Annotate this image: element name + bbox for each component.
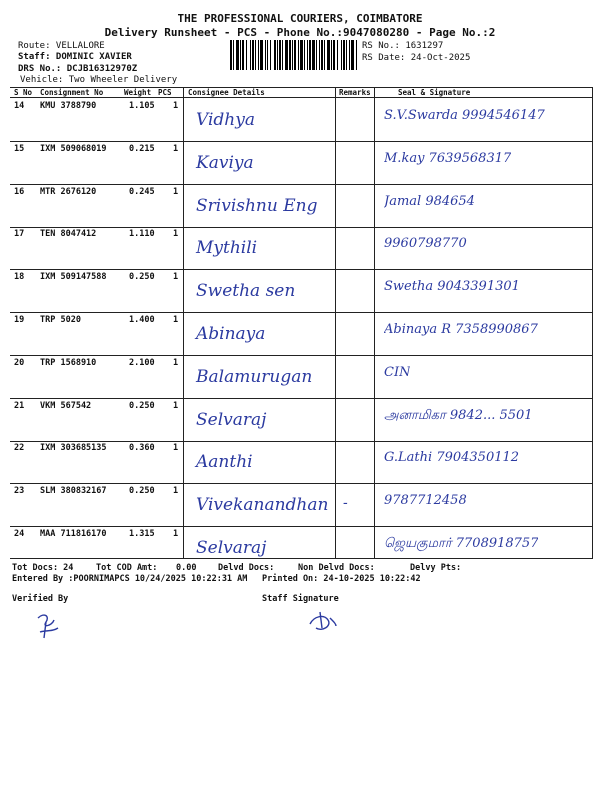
row-sno: 17 [14, 229, 25, 239]
row-seal-signature: அனாமிகா 9842... 5501 [384, 408, 533, 423]
row-consignee-handwritten: Balamurugan [196, 367, 313, 387]
barcode-bar [312, 40, 315, 70]
col-weight: Weight [124, 88, 152, 97]
row-divider [10, 184, 593, 185]
barcode-bar [309, 40, 311, 70]
row-divider [10, 441, 593, 442]
verifier-signature [34, 610, 64, 640]
barcode-bar [346, 40, 347, 70]
barcode-bar [246, 40, 247, 70]
row-sno: 19 [14, 315, 25, 325]
barcode-bar [300, 40, 303, 70]
barcode-bar [252, 40, 254, 70]
staff-signature-label: Staff Signature [262, 594, 339, 604]
row-sno: 20 [14, 358, 25, 368]
barcode-bar [337, 40, 338, 70]
col-remarks: Remarks [339, 88, 371, 97]
row-seal-signature: 9787712458 [384, 493, 467, 508]
verified-by-label: Verified By [12, 594, 69, 604]
row-pcs: 1 [173, 443, 179, 453]
row-divider [10, 355, 593, 356]
row-weight: 1.400 [129, 315, 155, 325]
route-label: Route: VELLALORE [18, 41, 105, 51]
row-remarks: - [343, 495, 348, 511]
total-docs: Tot Docs: 24 [12, 563, 74, 573]
barcode-bar [298, 40, 299, 70]
row-pcs: 1 [173, 486, 179, 496]
barcode-bar [304, 40, 305, 70]
rs-date: RS Date: 24-Oct-2025 [362, 53, 471, 63]
row-consignee-handwritten: Selvaraj [196, 538, 267, 558]
row-pcs: 1 [173, 315, 179, 325]
company-title: THE PROFESSIONAL COURIERS, COIMBATORE [177, 12, 423, 25]
row-weight: 1.110 [129, 229, 155, 239]
non-delivered-docs: Non Delvd Docs: [298, 563, 375, 573]
row-consignment-no: MTR 2676120 [40, 187, 97, 197]
barcode-bar [267, 40, 268, 70]
staff-signature [306, 608, 340, 636]
delivery-points: Delvy Pts: [410, 563, 462, 573]
row-weight: 0.245 [129, 187, 155, 197]
row-consignment-no: KMU 3788790 [40, 101, 97, 111]
row-weight: 1.105 [129, 101, 155, 111]
barcode-bar [258, 40, 259, 70]
barcode-image [230, 40, 358, 70]
row-pcs: 1 [173, 272, 179, 282]
row-weight: 1.315 [129, 529, 155, 539]
total-cod-amount: 0.00 [176, 563, 197, 573]
barcode-bar [321, 40, 323, 70]
row-pcs: 1 [173, 358, 179, 368]
barcode-bar [279, 40, 281, 70]
row-consignee-handwritten: Swetha sen [196, 281, 296, 301]
row-seal-signature: G.Lathi 7904350112 [384, 450, 520, 465]
row-divider [10, 483, 593, 484]
row-sno: 21 [14, 401, 25, 411]
barcode-bar [277, 40, 278, 70]
col-seal-signature: Seal & Signature [398, 88, 471, 97]
row-consignment-no: TRP 5020 [40, 315, 81, 325]
row-seal-signature: CIN [384, 365, 411, 380]
barcode-bar [240, 40, 241, 70]
row-weight: 0.250 [129, 272, 155, 282]
row-seal-signature: Swetha 9043391301 [384, 279, 520, 294]
barcode-bar [343, 40, 345, 70]
barcode-bar [333, 40, 335, 70]
barcode-bar [331, 40, 332, 70]
row-divider [10, 269, 593, 270]
staff-label: Staff: DOMINIC XAVIER [18, 52, 132, 62]
row-consignee-handwritten: Abinaya [196, 324, 266, 344]
row-consignment-no: MAA 711816170 [40, 529, 107, 539]
row-consignment-no: TEN 8047412 [40, 229, 97, 239]
row-pcs: 1 [173, 529, 179, 539]
row-sno: 15 [14, 144, 25, 154]
barcode-bar [260, 40, 263, 70]
row-weight: 2.100 [129, 358, 155, 368]
row-divider [10, 312, 593, 313]
row-consignee-handwritten: Kaviya [196, 153, 254, 173]
row-sno: 18 [14, 272, 25, 282]
drs-label: DRS No.: DCJB16312970Z [18, 64, 138, 74]
barcode-bar [265, 40, 266, 70]
runsheet-subtitle: Delivery Runsheet - PCS - Phone No.:9047080280 - Page No.:2 [104, 26, 496, 39]
row-consignment-no: SLM 380832167 [40, 486, 107, 496]
row-sno: 22 [14, 443, 25, 453]
col-sno: S No [14, 88, 33, 97]
row-divider [10, 227, 593, 228]
row-pcs: 1 [173, 229, 179, 239]
row-consignee-handwritten: Vivekanandhan [196, 495, 329, 515]
rs-number: RS No.: 1631297 [362, 41, 444, 51]
row-seal-signature: Jamal 984654 [384, 194, 475, 209]
row-sno: 14 [14, 101, 25, 111]
barcode-bar [292, 40, 293, 70]
row-weight: 0.250 [129, 486, 155, 496]
row-pcs: 1 [173, 101, 179, 111]
barcode-bar [327, 40, 330, 70]
barcode-bar [233, 40, 234, 70]
row-seal-signature: 9960798770 [384, 236, 467, 251]
barcode-bar [274, 40, 276, 70]
barcode-bar [356, 40, 357, 70]
row-consignment-no: IXM 509147588 [40, 272, 107, 282]
row-pcs: 1 [173, 144, 179, 154]
row-consignee-handwritten: Vidhya [196, 110, 255, 130]
barcode-bar [289, 40, 291, 70]
barcode-bar [316, 40, 317, 70]
row-consignee-handwritten: Mythili [196, 238, 258, 258]
barcode-bar [319, 40, 320, 70]
row-consignment-no: VKM 567542 [40, 401, 92, 411]
delivered-docs: Delvd Docs: [218, 563, 275, 573]
row-pcs: 1 [173, 401, 179, 411]
barcode-bar [294, 40, 296, 70]
col-consignee: Consignee Details [188, 88, 265, 97]
row-consignment-no: TRP 1568910 [40, 358, 97, 368]
barcode-bar [255, 40, 256, 70]
barcode-bar [285, 40, 288, 70]
col-consignment: Consignment No [40, 88, 104, 97]
barcode-bar [349, 40, 350, 70]
row-consignment-no: IXM 509068019 [40, 144, 107, 154]
row-sno: 24 [14, 529, 25, 539]
printed-on: Printed On: 24-10-2025 10:22:42 [262, 574, 421, 584]
row-weight: 0.360 [129, 443, 155, 453]
row-consignment-no: IXM 303685135 [40, 443, 107, 453]
barcode-bar [307, 40, 308, 70]
row-seal-signature: S.V.Swarda 9994546147 [384, 108, 545, 123]
barcode-bar [324, 40, 325, 70]
row-divider [10, 398, 593, 399]
row-consignee-handwritten: Aanthi [196, 452, 253, 472]
barcode-bar [242, 40, 244, 70]
barcode-bar [236, 40, 239, 70]
row-seal-signature: Abinaya R 7358990867 [384, 322, 538, 337]
row-seal-signature: ஜெயகுமார் 7708918757 [384, 536, 539, 551]
row-seal-signature: M.kay 7639568317 [384, 151, 512, 166]
total-cod-label: Tot COD Amt: [96, 563, 158, 573]
row-pcs: 1 [173, 187, 179, 197]
row-consignee-handwritten: Selvaraj [196, 410, 267, 430]
row-weight: 0.215 [129, 144, 155, 154]
row-weight: 0.250 [129, 401, 155, 411]
col-pcs: PCS [158, 88, 172, 97]
barcode-bar [351, 40, 354, 70]
barcode-bar [282, 40, 283, 70]
barcode-bar [250, 40, 251, 70]
row-sno: 16 [14, 187, 25, 197]
row-consignee-handwritten: Srivishnu Eng [196, 196, 318, 216]
vehicle-label: Vehicle: Two Wheeler Delivery [20, 75, 178, 85]
row-divider [10, 141, 593, 142]
barcode-bar [270, 40, 271, 70]
row-sno: 23 [14, 486, 25, 496]
barcode-bar [341, 40, 342, 70]
entered-by: Entered By :POORNIMAPCS 10/24/2025 10:22:31 AM [12, 574, 248, 584]
barcode-bar [230, 40, 232, 70]
row-divider [10, 526, 593, 527]
